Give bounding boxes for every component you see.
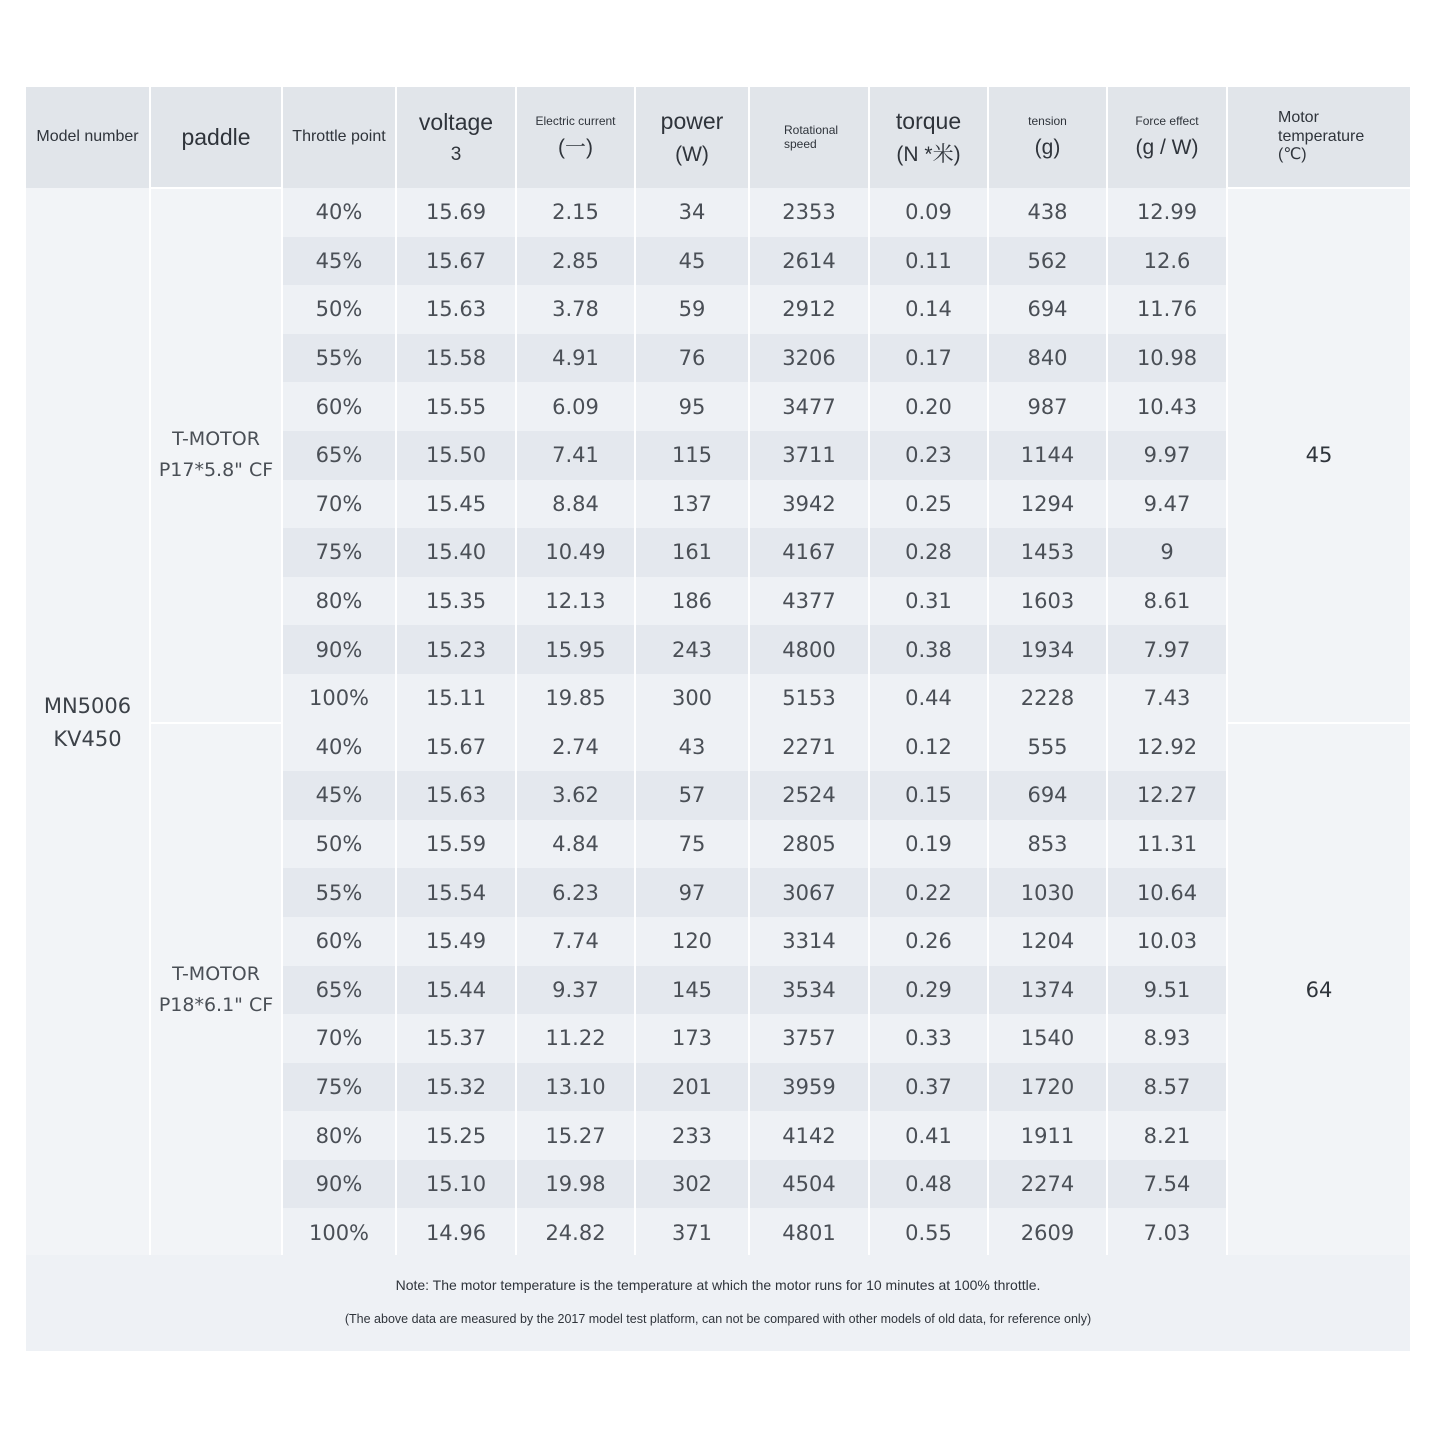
- header-tension-label: tension: [1028, 113, 1067, 128]
- current-cell: 19.98: [516, 1160, 635, 1209]
- torque-cell: 0.37: [869, 1063, 988, 1112]
- tension-cell: 1374: [988, 966, 1107, 1015]
- power-cell: 75: [635, 820, 749, 869]
- torque-cell: 0.23: [869, 431, 988, 480]
- speed-cell: 3477: [749, 382, 869, 431]
- power-cell: 43: [635, 723, 749, 772]
- header-power-unit: (W): [675, 142, 709, 166]
- current-cell: 7.74: [516, 917, 635, 966]
- header-current-label: Electric current: [535, 113, 616, 128]
- power-cell: 137: [635, 480, 749, 529]
- force-effect-cell: 9.47: [1107, 480, 1227, 529]
- paddle-line: T-MOTOR: [172, 962, 260, 985]
- voltage-cell: 15.11: [396, 674, 516, 723]
- voltage-cell: 15.58: [396, 334, 516, 383]
- torque-cell: 0.22: [869, 868, 988, 917]
- voltage-cell: 15.25: [396, 1111, 516, 1160]
- current-cell: 7.41: [516, 431, 635, 480]
- speed-cell: 2271: [749, 723, 869, 772]
- current-cell: 11.22: [516, 1014, 635, 1063]
- force-effect-cell: 12.92: [1107, 723, 1227, 772]
- tension-cell: 987: [988, 382, 1107, 431]
- power-cell: 243: [635, 625, 749, 674]
- speed-cell: 3534: [749, 966, 869, 1015]
- throttle-cell: 60%: [282, 917, 396, 966]
- tension-cell: 1720: [988, 1063, 1107, 1112]
- power-cell: 300: [635, 674, 749, 723]
- power-cell: 57: [635, 771, 749, 820]
- torque-cell: 0.25: [869, 480, 988, 529]
- speed-cell: 4801: [749, 1208, 869, 1257]
- force-effect-cell: 12.27: [1107, 771, 1227, 820]
- throttle-cell: 100%: [282, 1208, 396, 1257]
- tension-cell: 2609: [988, 1208, 1107, 1257]
- force-effect-cell: 10.64: [1107, 868, 1227, 917]
- voltage-cell: 15.35: [396, 577, 516, 626]
- header-force-unit: (g / W): [1135, 136, 1199, 160]
- footnote-line-1: Note: The motor temperature is the temperature at which the motor runs for 10 minutes at 100% throttle.: [395, 1277, 1041, 1293]
- throttle-cell: 50%: [282, 820, 396, 869]
- force-effect-cell: 8.21: [1107, 1111, 1227, 1160]
- power-cell: 302: [635, 1160, 749, 1209]
- power-cell: 186: [635, 577, 749, 626]
- force-effect-cell: 8.93: [1107, 1014, 1227, 1063]
- torque-cell: 0.38: [869, 625, 988, 674]
- tension-cell: 1294: [988, 480, 1107, 529]
- throttle-cell: 55%: [282, 868, 396, 917]
- header-power: [635, 87, 749, 188]
- motor-temperature-cell: 64: [1227, 723, 1410, 1258]
- torque-cell: 0.44: [869, 674, 988, 723]
- header-torque: [869, 87, 988, 188]
- voltage-cell: 15.10: [396, 1160, 516, 1209]
- power-cell: 120: [635, 917, 749, 966]
- speed-cell: 2805: [749, 820, 869, 869]
- tension-cell: 562: [988, 237, 1107, 286]
- throttle-cell: 90%: [282, 625, 396, 674]
- voltage-cell: 15.50: [396, 431, 516, 480]
- tension-cell: 1144: [988, 431, 1107, 480]
- throttle-cell: 45%: [282, 771, 396, 820]
- power-cell: 115: [635, 431, 749, 480]
- current-cell: 4.84: [516, 820, 635, 869]
- throttle-cell: 55%: [282, 334, 396, 383]
- force-effect-cell: 7.43: [1107, 674, 1227, 723]
- force-effect-cell: 11.31: [1107, 820, 1227, 869]
- force-effect-cell: 11.76: [1107, 285, 1227, 334]
- power-cell: 173: [635, 1014, 749, 1063]
- force-effect-cell: 7.54: [1107, 1160, 1227, 1209]
- header-tension-unit: (g): [1034, 136, 1061, 160]
- tension-cell: 2228: [988, 674, 1107, 723]
- force-effect-cell: 9: [1107, 528, 1227, 577]
- header-paddle: paddle: [150, 87, 282, 188]
- speed-cell: 4504: [749, 1160, 869, 1209]
- throttle-cell: 80%: [282, 577, 396, 626]
- torque-cell: 0.55: [869, 1208, 988, 1257]
- header-model-number: Model number: [26, 87, 150, 188]
- model-number-cell: [26, 188, 150, 1257]
- header-voltage-label: voltage: [418, 109, 494, 136]
- current-cell: 24.82: [516, 1208, 635, 1257]
- power-cell: 371: [635, 1208, 749, 1257]
- performance-table: [26, 87, 1410, 1257]
- torque-cell: 0.15: [869, 771, 988, 820]
- model-number-line: KV450: [53, 726, 122, 751]
- speed-cell: 2912: [749, 285, 869, 334]
- header-throttle-point: Throttle point: [282, 87, 396, 188]
- speed-cell: 3959: [749, 1063, 869, 1112]
- paddle-line: T-MOTOR: [172, 427, 260, 450]
- voltage-cell: 15.45: [396, 480, 516, 529]
- force-effect-cell: 10.98: [1107, 334, 1227, 383]
- throttle-cell: 65%: [282, 431, 396, 480]
- voltage-cell: 15.59: [396, 820, 516, 869]
- torque-cell: 0.33: [869, 1014, 988, 1063]
- tension-cell: 1030: [988, 868, 1107, 917]
- force-effect-cell: 12.6: [1107, 237, 1227, 286]
- speed-cell: 3206: [749, 334, 869, 383]
- tension-cell: 555: [988, 723, 1107, 772]
- current-cell: 9.37: [516, 966, 635, 1015]
- header-temp-unit: (℃): [1278, 146, 1307, 164]
- paddle-line: P18*6.1" CF: [158, 994, 274, 1017]
- speed-cell: 2524: [749, 771, 869, 820]
- speed-cell: 2614: [749, 237, 869, 286]
- paddle-cell: [150, 188, 282, 723]
- motor-data-sheet: [26, 87, 1410, 1351]
- force-effect-cell: 12.99: [1107, 188, 1227, 237]
- torque-cell: 0.09: [869, 188, 988, 237]
- tension-cell: 1934: [988, 625, 1107, 674]
- header-speed-label-2: speed: [784, 136, 817, 151]
- model-number-line: MN5006: [43, 693, 132, 718]
- force-effect-cell: 10.03: [1107, 917, 1227, 966]
- current-cell: 2.85: [516, 237, 635, 286]
- throttle-cell: 40%: [282, 723, 396, 772]
- torque-cell: 0.28: [869, 528, 988, 577]
- current-cell: 2.15: [516, 188, 635, 237]
- power-cell: 201: [635, 1063, 749, 1112]
- current-cell: 2.74: [516, 723, 635, 772]
- header-tension: [988, 87, 1107, 188]
- torque-cell: 0.20: [869, 382, 988, 431]
- throttle-cell: 75%: [282, 1063, 396, 1112]
- voltage-cell: 14.96: [396, 1208, 516, 1257]
- power-cell: 97: [635, 868, 749, 917]
- header-motor-temperature: [1227, 87, 1410, 188]
- throttle-cell: 75%: [282, 528, 396, 577]
- throttle-cell: 50%: [282, 285, 396, 334]
- speed-cell: 4142: [749, 1111, 869, 1160]
- tension-cell: 1603: [988, 577, 1107, 626]
- power-cell: 76: [635, 334, 749, 383]
- header-temp-label-2: temperature: [1278, 127, 1365, 145]
- current-cell: 10.49: [516, 528, 635, 577]
- torque-cell: 0.48: [869, 1160, 988, 1209]
- current-cell: 3.78: [516, 285, 635, 334]
- header-electric-current: [516, 87, 635, 188]
- tension-cell: 694: [988, 285, 1107, 334]
- current-cell: 6.23: [516, 868, 635, 917]
- voltage-cell: 15.63: [396, 771, 516, 820]
- current-cell: 12.13: [516, 577, 635, 626]
- motor-temperature-cell: 45: [1227, 188, 1410, 723]
- torque-cell: 0.19: [869, 820, 988, 869]
- throttle-cell: 100%: [282, 674, 396, 723]
- force-effect-cell: 7.03: [1107, 1208, 1227, 1257]
- torque-cell: 0.12: [869, 723, 988, 772]
- force-effect-cell: 9.51: [1107, 966, 1227, 1015]
- header-torque-unit: (N *米): [896, 142, 961, 166]
- voltage-cell: 15.44: [396, 966, 516, 1015]
- torque-cell: 0.26: [869, 917, 988, 966]
- current-cell: 19.85: [516, 674, 635, 723]
- power-cell: 233: [635, 1111, 749, 1160]
- footnote: [26, 1255, 1410, 1351]
- tension-cell: 2274: [988, 1160, 1107, 1209]
- header-rotational-speed: [749, 87, 869, 188]
- tension-cell: 694: [988, 771, 1107, 820]
- torque-cell: 0.11: [869, 237, 988, 286]
- table-row: [26, 723, 1410, 772]
- force-effect-cell: 7.97: [1107, 625, 1227, 674]
- torque-cell: 0.29: [869, 966, 988, 1015]
- speed-cell: 3711: [749, 431, 869, 480]
- header-speed-label-1: Rotational: [784, 122, 839, 137]
- throttle-cell: 40%: [282, 188, 396, 237]
- throttle-cell: 70%: [282, 480, 396, 529]
- speed-cell: 3067: [749, 868, 869, 917]
- force-effect-cell: 10.43: [1107, 382, 1227, 431]
- tension-cell: 1204: [988, 917, 1107, 966]
- power-cell: 145: [635, 966, 749, 1015]
- throttle-cell: 80%: [282, 1111, 396, 1160]
- current-cell: 15.95: [516, 625, 635, 674]
- voltage-cell: 15.32: [396, 1063, 516, 1112]
- current-cell: 6.09: [516, 382, 635, 431]
- current-cell: 4.91: [516, 334, 635, 383]
- torque-cell: 0.41: [869, 1111, 988, 1160]
- throttle-cell: 90%: [282, 1160, 396, 1209]
- tension-cell: 1540: [988, 1014, 1107, 1063]
- voltage-cell: 15.54: [396, 868, 516, 917]
- voltage-cell: 15.67: [396, 723, 516, 772]
- tension-cell: 438: [988, 188, 1107, 237]
- torque-cell: 0.14: [869, 285, 988, 334]
- header-voltage-unit: 3: [450, 143, 462, 165]
- current-cell: 3.62: [516, 771, 635, 820]
- tension-cell: 853: [988, 820, 1107, 869]
- tension-cell: 1453: [988, 528, 1107, 577]
- force-effect-cell: 8.61: [1107, 577, 1227, 626]
- throttle-cell: 70%: [282, 1014, 396, 1063]
- force-effect-cell: 8.57: [1107, 1063, 1227, 1112]
- power-cell: 34: [635, 188, 749, 237]
- speed-cell: 4377: [749, 577, 869, 626]
- voltage-cell: 15.37: [396, 1014, 516, 1063]
- voltage-cell: 15.40: [396, 528, 516, 577]
- current-cell: 8.84: [516, 480, 635, 529]
- throttle-cell: 65%: [282, 966, 396, 1015]
- voltage-cell: 15.55: [396, 382, 516, 431]
- footnote-line-2: (The above data are measured by the 2017 model test platform, can not be compared with other models of old data, for reference only): [344, 1312, 1092, 1326]
- speed-cell: 5153: [749, 674, 869, 723]
- header-force-effect: [1107, 87, 1227, 188]
- header-power-label: power: [660, 108, 724, 135]
- throttle-cell: 45%: [282, 237, 396, 286]
- voltage-cell: 15.67: [396, 237, 516, 286]
- power-cell: 45: [635, 237, 749, 286]
- paddle-cell: [150, 723, 282, 1258]
- header-force-label: Force effect: [1135, 113, 1199, 128]
- current-cell: 13.10: [516, 1063, 635, 1112]
- table-body: [26, 188, 1410, 1257]
- speed-cell: 4167: [749, 528, 869, 577]
- speed-cell: 3942: [749, 480, 869, 529]
- force-effect-cell: 9.97: [1107, 431, 1227, 480]
- speed-cell: 3757: [749, 1014, 869, 1063]
- table-row: [26, 188, 1410, 237]
- voltage-cell: 15.49: [396, 917, 516, 966]
- power-cell: 95: [635, 382, 749, 431]
- voltage-cell: 15.23: [396, 625, 516, 674]
- voltage-cell: 15.63: [396, 285, 516, 334]
- tension-cell: 1911: [988, 1111, 1107, 1160]
- torque-cell: 0.31: [869, 577, 988, 626]
- current-cell: 15.27: [516, 1111, 635, 1160]
- header-temp-label-1: Motor: [1278, 109, 1319, 127]
- header-voltage: [396, 87, 516, 188]
- speed-cell: 4800: [749, 625, 869, 674]
- power-cell: 161: [635, 528, 749, 577]
- torque-cell: 0.17: [869, 334, 988, 383]
- tension-cell: 840: [988, 334, 1107, 383]
- header-row: [26, 87, 1410, 188]
- header-current-unit: (一): [558, 136, 593, 160]
- header-torque-label: torque: [895, 108, 962, 135]
- power-cell: 59: [635, 285, 749, 334]
- speed-cell: 3314: [749, 917, 869, 966]
- voltage-cell: 15.69: [396, 188, 516, 237]
- paddle-line: P17*5.8" CF: [158, 459, 274, 482]
- speed-cell: 2353: [749, 188, 869, 237]
- throttle-cell: 60%: [282, 382, 396, 431]
